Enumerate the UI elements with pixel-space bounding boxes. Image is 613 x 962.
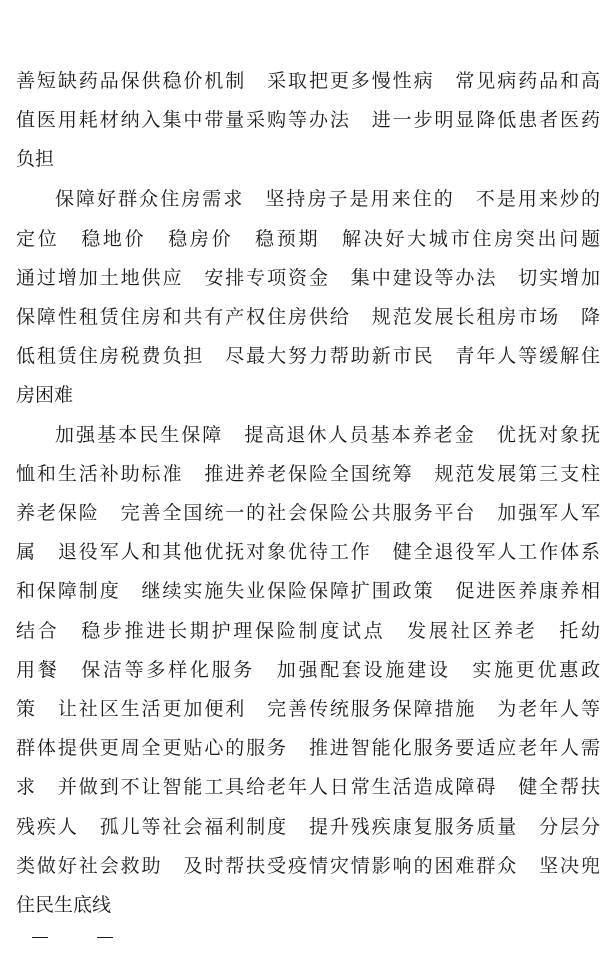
text-line: 群体提供更周全更贴心的服务 推进智能化服务要适应老年人需 xyxy=(16,737,600,759)
text-line: 恤和生活补助标准 推进养老保险全国统筹 规范发展第三支柱 xyxy=(16,463,600,485)
text-line: 通过增加土地供应 安排专项资金 集中建设等办法 切实增加 xyxy=(16,267,600,289)
text-line: 结合 稳步推进长期护理保险制度试点 发展社区养老 托幼 xyxy=(16,620,600,642)
text-line: 属 退役军人和其他优抚对象优待工作 健全退役军人工作体系 xyxy=(16,541,600,563)
text-line: 求 并做到不让智能工具给老年人日常生活造成障碍 健全帮扶 xyxy=(16,776,600,798)
text-line: 低租赁住房税费负担 尽最大努力帮助新市民 青年人等缓解住 xyxy=(16,345,600,367)
text-line: 值医用耗材纳入集中带量采购等办法 进一步明显降低患者医药 xyxy=(16,109,600,131)
text-line: 保障性租赁住房和共有产权住房供给 规范发展长租房市场 降 xyxy=(16,306,600,328)
text-line: 养老保险 完善全国统一的社会保险公共服务平台 加强军人军 xyxy=(16,502,600,524)
text-line: 定位 稳地价 稳房价 稳预期 解决好大城市住房突出问题 xyxy=(16,228,600,250)
text-line: 残疾人 孤儿等社会福利制度 提升残疾康复服务质量 分层分 xyxy=(16,816,600,838)
text-line: 类做好社会救助 及时帮扶受疫情灾情影响的困难群众 坚决兜 xyxy=(16,855,600,877)
text-line: 善短缺药品保供稳价机制 采取把更多慢性病 常见病药品和高 xyxy=(16,70,600,92)
text-line: 负担 xyxy=(16,148,55,170)
text-line: 用餐 保洁等多样化服务 加强配套设施建设 实施更优惠政 xyxy=(16,659,600,681)
text-line: 策 让社区生活更加便利 完善传统服务保障措施 为老年人等 xyxy=(16,698,600,720)
text-line: 和保障制度 继续实施失业保险保障扩围政策 促进医养康养相 xyxy=(16,580,600,602)
text-line: 住民生底线 xyxy=(16,894,112,916)
text-line: 房困难 xyxy=(16,384,74,406)
footer-dash-left xyxy=(32,937,48,938)
text-line: 保障好群众住房需求 坚持房子是用来住的 不是用来炒的 xyxy=(55,188,600,210)
text-line: 加强基本民生保障 提高退休人员基本养老金 优抚对象抚 xyxy=(55,424,600,446)
footer-dash-right xyxy=(97,937,113,938)
